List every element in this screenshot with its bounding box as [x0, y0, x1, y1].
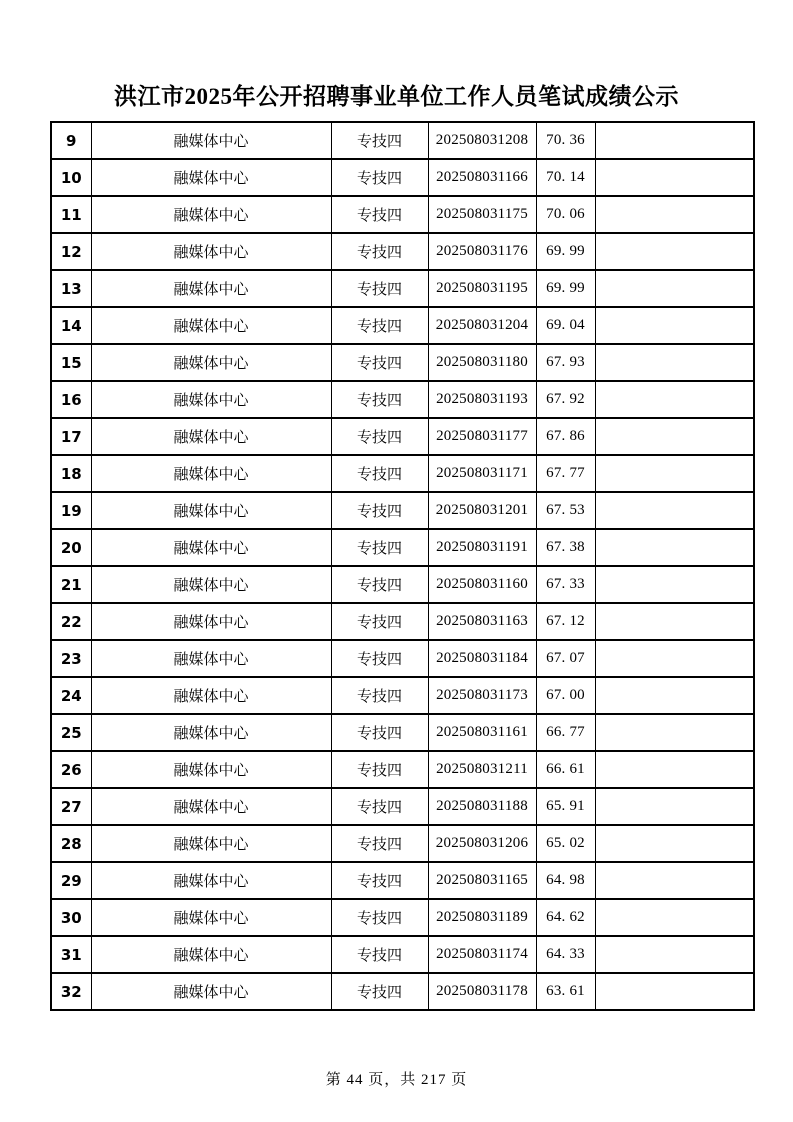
table-row — [51, 418, 754, 455]
cell-position: 专技四 — [331, 270, 428, 307]
cell-score: 67. 86 — [536, 418, 595, 455]
cell-remark — [595, 270, 754, 307]
cell-score: 64. 33 — [536, 936, 595, 973]
cell-remark — [595, 455, 754, 492]
cell-position: 专技四 — [331, 973, 428, 1010]
cell-unit: 融媒体中心 — [91, 973, 331, 1010]
cell-unit: 融媒体中心 — [91, 307, 331, 344]
cell-remark — [595, 344, 754, 381]
cell-unit: 融媒体中心 — [91, 270, 331, 307]
cell-rank: 25 — [51, 714, 91, 751]
cell-id: 202508031211 — [428, 751, 536, 788]
cell-score: 69. 04 — [536, 307, 595, 344]
cell-rank: 28 — [51, 825, 91, 862]
table-row — [51, 566, 754, 603]
cell-score: 67. 38 — [536, 529, 595, 566]
cell-unit: 融媒体中心 — [91, 122, 331, 159]
cell-remark — [595, 381, 754, 418]
cell-score: 66. 77 — [536, 714, 595, 751]
cell-rank: 9 — [51, 122, 91, 159]
cell-position: 专技四 — [331, 788, 428, 825]
table-row — [51, 159, 754, 196]
table-row — [51, 122, 754, 159]
cell-id: 202508031180 — [428, 344, 536, 381]
cell-unit: 融媒体中心 — [91, 714, 331, 751]
cell-position: 专技四 — [331, 307, 428, 344]
cell-position: 专技四 — [331, 529, 428, 566]
cell-rank: 11 — [51, 196, 91, 233]
cell-rank: 14 — [51, 307, 91, 344]
cell-score: 64. 98 — [536, 862, 595, 899]
cell-score: 70. 36 — [536, 122, 595, 159]
cell-rank: 10 — [51, 159, 91, 196]
score-table-body — [51, 122, 754, 1010]
cell-id: 202508031206 — [428, 825, 536, 862]
table-row — [51, 529, 754, 566]
cell-remark — [595, 566, 754, 603]
cell-remark — [595, 122, 754, 159]
table-row — [51, 270, 754, 307]
cell-rank: 24 — [51, 677, 91, 714]
cell-score: 65. 02 — [536, 825, 595, 862]
cell-position: 专技四 — [331, 233, 428, 270]
table-row — [51, 455, 754, 492]
cell-position: 专技四 — [331, 455, 428, 492]
cell-score: 69. 99 — [536, 233, 595, 270]
cell-unit: 融媒体中心 — [91, 418, 331, 455]
table-row — [51, 196, 754, 233]
page-title: 洪江市2025年公开招聘事业单位工作人员笔试成绩公示 — [114, 84, 679, 109]
cell-position: 专技四 — [331, 492, 428, 529]
cell-rank: 19 — [51, 492, 91, 529]
table-row — [51, 677, 754, 714]
page-number-footer: 第 44 页，共 217 页 — [325, 1072, 468, 1088]
table-row — [51, 936, 754, 973]
cell-position: 专技四 — [331, 603, 428, 640]
cell-id: 202508031193 — [428, 381, 536, 418]
cell-position: 专技四 — [331, 122, 428, 159]
cell-unit: 融媒体中心 — [91, 344, 331, 381]
cell-remark — [595, 196, 754, 233]
cell-remark — [595, 899, 754, 936]
cell-unit: 融媒体中心 — [91, 936, 331, 973]
cell-remark — [595, 825, 754, 862]
cell-rank: 16 — [51, 381, 91, 418]
cell-score: 64. 62 — [536, 899, 595, 936]
cell-id: 202508031161 — [428, 714, 536, 751]
cell-id: 202508031175 — [428, 196, 536, 233]
table-row — [51, 233, 754, 270]
cell-id: 202508031178 — [428, 973, 536, 1010]
cell-id: 202508031166 — [428, 159, 536, 196]
cell-score: 67. 77 — [536, 455, 595, 492]
table-row — [51, 640, 754, 677]
cell-unit: 融媒体中心 — [91, 196, 331, 233]
cell-score: 70. 06 — [536, 196, 595, 233]
cell-rank: 15 — [51, 344, 91, 381]
cell-position: 专技四 — [331, 566, 428, 603]
cell-id: 202508031188 — [428, 788, 536, 825]
table-row — [51, 307, 754, 344]
cell-position: 专技四 — [331, 899, 428, 936]
cell-score: 67. 53 — [536, 492, 595, 529]
cell-position: 专技四 — [331, 159, 428, 196]
cell-unit: 融媒体中心 — [91, 603, 331, 640]
table-row — [51, 973, 754, 1010]
cell-unit: 融媒体中心 — [91, 862, 331, 899]
cell-remark — [595, 159, 754, 196]
cell-rank: 13 — [51, 270, 91, 307]
cell-id: 202508031195 — [428, 270, 536, 307]
cell-rank: 27 — [51, 788, 91, 825]
cell-position: 专技四 — [331, 381, 428, 418]
table-row — [51, 603, 754, 640]
cell-remark — [595, 529, 754, 566]
cell-unit: 融媒体中心 — [91, 566, 331, 603]
cell-unit: 融媒体中心 — [91, 159, 331, 196]
cell-score: 66. 61 — [536, 751, 595, 788]
score-table-container — [50, 121, 755, 1011]
cell-score: 63. 61 — [536, 973, 595, 1010]
cell-unit: 融媒体中心 — [91, 455, 331, 492]
cell-position: 专技四 — [331, 418, 428, 455]
cell-score: 67. 12 — [536, 603, 595, 640]
cell-unit: 融媒体中心 — [91, 825, 331, 862]
cell-position: 专技四 — [331, 196, 428, 233]
table-row — [51, 825, 754, 862]
cell-rank: 23 — [51, 640, 91, 677]
cell-id: 202508031191 — [428, 529, 536, 566]
cell-rank: 20 — [51, 529, 91, 566]
cell-position: 专技四 — [331, 714, 428, 751]
cell-id: 202508031184 — [428, 640, 536, 677]
cell-remark — [595, 492, 754, 529]
cell-score: 67. 93 — [536, 344, 595, 381]
score-table — [50, 121, 755, 1011]
cell-unit: 融媒体中心 — [91, 899, 331, 936]
cell-id: 202508031204 — [428, 307, 536, 344]
cell-score: 67. 00 — [536, 677, 595, 714]
cell-id: 202508031171 — [428, 455, 536, 492]
table-row — [51, 714, 754, 751]
cell-score: 65. 91 — [536, 788, 595, 825]
table-row — [51, 788, 754, 825]
cell-rank: 29 — [51, 862, 91, 899]
cell-position: 专技四 — [331, 344, 428, 381]
cell-remark — [595, 714, 754, 751]
cell-position: 专技四 — [331, 936, 428, 973]
cell-unit: 融媒体中心 — [91, 492, 331, 529]
cell-unit: 融媒体中心 — [91, 381, 331, 418]
cell-score: 70. 14 — [536, 159, 595, 196]
cell-rank: 18 — [51, 455, 91, 492]
cell-id: 202508031163 — [428, 603, 536, 640]
cell-id: 202508031208 — [428, 122, 536, 159]
cell-position: 专技四 — [331, 862, 428, 899]
cell-id: 202508031165 — [428, 862, 536, 899]
cell-remark — [595, 936, 754, 973]
cell-remark — [595, 640, 754, 677]
cell-id: 202508031189 — [428, 899, 536, 936]
cell-id: 202508031174 — [428, 936, 536, 973]
cell-remark — [595, 307, 754, 344]
cell-id: 202508031160 — [428, 566, 536, 603]
cell-remark — [595, 751, 754, 788]
cell-unit: 融媒体中心 — [91, 788, 331, 825]
cell-position: 专技四 — [331, 640, 428, 677]
table-row — [51, 899, 754, 936]
cell-unit: 融媒体中心 — [91, 529, 331, 566]
table-row — [51, 862, 754, 899]
cell-id: 202508031176 — [428, 233, 536, 270]
cell-unit: 融媒体中心 — [91, 751, 331, 788]
cell-position: 专技四 — [331, 677, 428, 714]
cell-position: 专技四 — [331, 825, 428, 862]
cell-rank: 26 — [51, 751, 91, 788]
table-row — [51, 344, 754, 381]
cell-remark — [595, 973, 754, 1010]
cell-remark — [595, 862, 754, 899]
cell-remark — [595, 677, 754, 714]
cell-unit: 融媒体中心 — [91, 677, 331, 714]
cell-rank: 30 — [51, 899, 91, 936]
cell-remark — [595, 418, 754, 455]
cell-rank: 32 — [51, 973, 91, 1010]
cell-remark — [595, 788, 754, 825]
cell-score: 67. 07 — [536, 640, 595, 677]
table-row — [51, 492, 754, 529]
cell-rank: 12 — [51, 233, 91, 270]
cell-id: 202508031173 — [428, 677, 536, 714]
cell-id: 202508031177 — [428, 418, 536, 455]
cell-position: 专技四 — [331, 751, 428, 788]
cell-unit: 融媒体中心 — [91, 640, 331, 677]
cell-score: 67. 33 — [536, 566, 595, 603]
cell-score: 67. 92 — [536, 381, 595, 418]
cell-rank: 31 — [51, 936, 91, 973]
table-row — [51, 751, 754, 788]
table-row — [51, 381, 754, 418]
cell-id: 202508031201 — [428, 492, 536, 529]
cell-remark — [595, 603, 754, 640]
cell-rank: 21 — [51, 566, 91, 603]
cell-rank: 22 — [51, 603, 91, 640]
cell-remark — [595, 233, 754, 270]
cell-score: 69. 99 — [536, 270, 595, 307]
cell-rank: 17 — [51, 418, 91, 455]
cell-unit: 融媒体中心 — [91, 233, 331, 270]
